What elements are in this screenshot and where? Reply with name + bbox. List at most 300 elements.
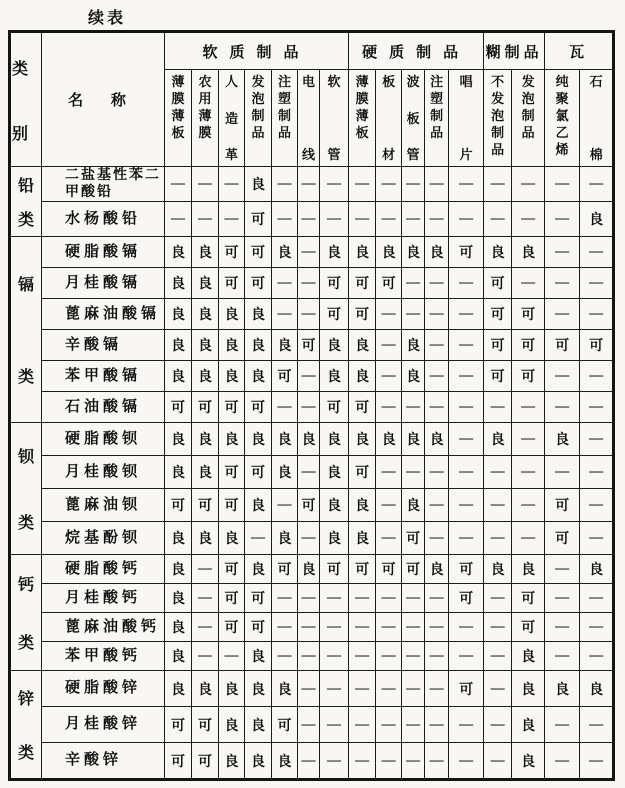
value-cell: — bbox=[545, 268, 580, 299]
value-cell: — bbox=[402, 613, 425, 642]
value-cell: 可 bbox=[545, 522, 580, 555]
value-cell: 可 bbox=[349, 268, 376, 299]
value-cell: — bbox=[512, 423, 545, 456]
value-cell: 良 bbox=[192, 237, 219, 268]
value-cell: — bbox=[272, 489, 298, 522]
value-cell: 可 bbox=[165, 743, 192, 780]
value-cell: 可 bbox=[272, 555, 298, 584]
value-cell: 良 bbox=[376, 237, 402, 268]
value-cell: — bbox=[192, 642, 219, 671]
value-cell: 良 bbox=[192, 423, 219, 456]
value-cell: 良 bbox=[272, 330, 298, 361]
value-cell: 良 bbox=[219, 522, 245, 555]
column-header-label: 发 泡 制 品 bbox=[521, 74, 535, 140]
column-header bbox=[165, 70, 192, 167]
value-cell: 良 bbox=[245, 489, 272, 522]
column-header bbox=[484, 70, 512, 167]
value-cell: 良 bbox=[349, 237, 376, 268]
value-cell: 可 bbox=[219, 392, 245, 423]
value-cell: — bbox=[402, 202, 425, 237]
table-row bbox=[10, 671, 614, 707]
value-cell: — bbox=[512, 268, 545, 299]
value-cell: 良 bbox=[165, 299, 192, 330]
value-cell: 可 bbox=[512, 299, 545, 330]
value-cell: 可 bbox=[402, 555, 425, 584]
value-cell: 良 bbox=[165, 584, 192, 613]
column-header bbox=[192, 70, 219, 167]
column-header bbox=[245, 70, 272, 167]
column-header-label: 注 塑 制 品 bbox=[277, 74, 291, 140]
value-cell: 可 bbox=[449, 555, 484, 584]
column-header bbox=[376, 70, 402, 167]
value-cell: — bbox=[425, 392, 449, 423]
value-cell: 良 bbox=[376, 423, 402, 456]
value-cell: — bbox=[298, 392, 320, 423]
value-cell: 良 bbox=[349, 522, 376, 555]
value-cell: 良 bbox=[545, 423, 580, 456]
value-cell: — bbox=[402, 268, 425, 299]
name-cell: 蓖麻油酸镉 bbox=[42, 299, 165, 330]
value-cell: — bbox=[376, 522, 402, 555]
name-cell: 水杨酸铅 bbox=[42, 202, 165, 237]
value-cell: 良 bbox=[245, 361, 272, 392]
value-cell: 良 bbox=[192, 522, 219, 555]
table-row bbox=[10, 423, 614, 456]
value-cell: — bbox=[484, 707, 512, 743]
value-cell: — bbox=[298, 361, 320, 392]
value-cell: — bbox=[376, 707, 402, 743]
group-header: 瓦 bbox=[545, 32, 614, 70]
value-cell: — bbox=[580, 361, 614, 392]
value-cell: 可 bbox=[349, 392, 376, 423]
value-cell: — bbox=[272, 584, 298, 613]
value-cell: 良 bbox=[165, 642, 192, 671]
value-cell: — bbox=[545, 456, 580, 489]
value-cell: — bbox=[376, 299, 402, 330]
category-label: 铅 类 bbox=[17, 177, 34, 230]
value-cell: — bbox=[376, 456, 402, 489]
value-cell: — bbox=[449, 202, 484, 237]
name-cell: 苯甲酸镉 bbox=[42, 361, 165, 392]
value-cell: 可 bbox=[219, 613, 245, 642]
name-cell: 石油酸镉 bbox=[42, 392, 165, 423]
value-cell: 可 bbox=[320, 555, 349, 584]
value-cell: 可 bbox=[192, 743, 219, 780]
value-cell: — bbox=[580, 423, 614, 456]
value-cell: 可 bbox=[580, 330, 614, 361]
value-cell: — bbox=[425, 456, 449, 489]
value-cell: — bbox=[376, 392, 402, 423]
value-cell: 良 bbox=[545, 671, 580, 707]
value-cell: — bbox=[580, 268, 614, 299]
value-cell: 可 bbox=[219, 268, 245, 299]
value-cell: — bbox=[245, 522, 272, 555]
value-cell: — bbox=[545, 299, 580, 330]
value-cell: — bbox=[272, 167, 298, 202]
value-cell: — bbox=[376, 743, 402, 780]
value-cell: 良 bbox=[402, 361, 425, 392]
table-row bbox=[10, 555, 614, 584]
value-cell: 良 bbox=[165, 361, 192, 392]
value-cell: — bbox=[580, 584, 614, 613]
column-header-label: 薄 膜 薄 板 bbox=[171, 74, 185, 140]
value-cell: 良 bbox=[219, 423, 245, 456]
value-cell: — bbox=[580, 237, 614, 268]
value-cell: 良 bbox=[272, 522, 298, 555]
value-cell: 可 bbox=[402, 522, 425, 555]
value-cell: — bbox=[298, 202, 320, 237]
value-cell: — bbox=[545, 555, 580, 584]
category-cell bbox=[10, 167, 42, 237]
value-cell: — bbox=[402, 707, 425, 743]
value-cell: 良 bbox=[272, 743, 298, 780]
table-row bbox=[10, 522, 614, 555]
value-cell: 良 bbox=[192, 330, 219, 361]
value-cell: 良 bbox=[245, 707, 272, 743]
table-row bbox=[10, 202, 614, 237]
column-header-label: 不 发 泡 制 品 bbox=[491, 74, 505, 157]
value-cell: — bbox=[425, 584, 449, 613]
value-cell: — bbox=[165, 202, 192, 237]
value-cell: 可 bbox=[219, 584, 245, 613]
category-label: 钙 类 bbox=[17, 577, 34, 652]
name-cell: 硬脂酸钡 bbox=[42, 423, 165, 456]
value-cell: — bbox=[484, 489, 512, 522]
value-cell: — bbox=[376, 584, 402, 613]
value-cell: 良 bbox=[165, 237, 192, 268]
column-header-label: 纯 聚 氯 乙 烯 bbox=[555, 74, 569, 157]
value-cell: — bbox=[320, 584, 349, 613]
name-cell: 硬脂酸锌 bbox=[42, 671, 165, 707]
value-cell: 良 bbox=[298, 423, 320, 456]
value-cell: 良 bbox=[165, 330, 192, 361]
value-cell: — bbox=[484, 167, 512, 202]
value-cell: 可 bbox=[245, 237, 272, 268]
value-cell: — bbox=[298, 642, 320, 671]
table-row bbox=[10, 489, 614, 522]
value-cell: 可 bbox=[219, 555, 245, 584]
column-header bbox=[512, 70, 545, 167]
corner-category-header bbox=[10, 32, 42, 167]
column-header bbox=[425, 70, 449, 167]
table-row bbox=[10, 167, 614, 202]
header-group-row bbox=[10, 32, 614, 70]
value-cell: 良 bbox=[219, 330, 245, 361]
value-cell: — bbox=[376, 642, 402, 671]
column-header-label: 农 用 薄 膜 bbox=[198, 74, 212, 140]
value-cell: — bbox=[349, 202, 376, 237]
value-cell: 可 bbox=[545, 330, 580, 361]
value-cell: — bbox=[298, 268, 320, 299]
value-cell: — bbox=[449, 522, 484, 555]
value-cell: — bbox=[272, 642, 298, 671]
column-header bbox=[272, 70, 298, 167]
value-cell: 可 bbox=[245, 268, 272, 299]
value-cell: — bbox=[320, 707, 349, 743]
value-cell: 可 bbox=[298, 330, 320, 361]
table-row bbox=[10, 237, 614, 268]
value-cell: 良 bbox=[165, 522, 192, 555]
table-row bbox=[10, 642, 614, 671]
value-cell: 良 bbox=[484, 555, 512, 584]
value-cell: 良 bbox=[245, 167, 272, 202]
value-cell: — bbox=[425, 299, 449, 330]
category-cell bbox=[10, 237, 42, 423]
value-cell: — bbox=[425, 671, 449, 707]
group-header: 软质制品 bbox=[165, 32, 349, 70]
value-cell: 良 bbox=[484, 237, 512, 268]
table-row bbox=[10, 743, 614, 780]
value-cell: — bbox=[219, 642, 245, 671]
value-cell: 良 bbox=[580, 202, 614, 237]
value-cell: 可 bbox=[165, 489, 192, 522]
value-cell: — bbox=[512, 489, 545, 522]
value-cell: 可 bbox=[376, 268, 402, 299]
value-cell: — bbox=[320, 202, 349, 237]
value-cell: 良 bbox=[425, 423, 449, 456]
value-cell: 良 bbox=[165, 456, 192, 489]
value-cell: 可 bbox=[484, 299, 512, 330]
name-cell: 硬脂酸镉 bbox=[42, 237, 165, 268]
value-cell: — bbox=[298, 584, 320, 613]
value-cell: 可 bbox=[512, 584, 545, 613]
value-cell: 良 bbox=[320, 237, 349, 268]
column-header bbox=[545, 70, 580, 167]
value-cell: 良 bbox=[320, 522, 349, 555]
value-cell: — bbox=[320, 671, 349, 707]
value-cell: 可 bbox=[320, 299, 349, 330]
value-cell: 良 bbox=[272, 237, 298, 268]
value-cell: — bbox=[580, 299, 614, 330]
value-cell: — bbox=[580, 743, 614, 780]
value-cell: 良 bbox=[272, 423, 298, 456]
value-cell: 可 bbox=[298, 489, 320, 522]
value-cell: 良 bbox=[512, 743, 545, 780]
table-row bbox=[10, 584, 614, 613]
value-cell: 可 bbox=[245, 392, 272, 423]
value-cell: — bbox=[449, 423, 484, 456]
column-header-label: 软 管 bbox=[327, 74, 341, 162]
table-row bbox=[10, 299, 614, 330]
value-cell: — bbox=[192, 613, 219, 642]
category-label: 镉 类 bbox=[17, 276, 34, 387]
value-cell: — bbox=[580, 707, 614, 743]
value-cell: 良 bbox=[512, 671, 545, 707]
value-cell: 可 bbox=[219, 489, 245, 522]
name-column-header: 名 称 bbox=[42, 32, 165, 167]
value-cell: — bbox=[545, 237, 580, 268]
value-cell: 良 bbox=[165, 613, 192, 642]
value-cell: 良 bbox=[219, 743, 245, 780]
value-cell: — bbox=[449, 743, 484, 780]
value-cell: — bbox=[580, 489, 614, 522]
value-cell: — bbox=[484, 202, 512, 237]
column-header-label: 人 造 革 bbox=[224, 74, 238, 162]
value-cell: — bbox=[580, 392, 614, 423]
table-row bbox=[10, 613, 614, 642]
value-cell: 可 bbox=[320, 268, 349, 299]
value-cell: 良 bbox=[245, 642, 272, 671]
value-cell: — bbox=[402, 392, 425, 423]
value-cell: — bbox=[402, 584, 425, 613]
value-cell: — bbox=[484, 671, 512, 707]
value-cell: — bbox=[192, 555, 219, 584]
name-cell: 辛酸锌 bbox=[42, 743, 165, 780]
value-cell: 良 bbox=[425, 237, 449, 268]
value-cell: — bbox=[545, 707, 580, 743]
column-header-label: 发 泡 制 品 bbox=[251, 74, 265, 140]
column-header-label: 唱 片 bbox=[459, 74, 473, 162]
column-header bbox=[449, 70, 484, 167]
value-cell: 良 bbox=[402, 423, 425, 456]
column-header-label: 电 线 bbox=[301, 74, 315, 162]
value-cell: 良 bbox=[245, 671, 272, 707]
value-cell: 良 bbox=[245, 423, 272, 456]
value-cell: — bbox=[376, 671, 402, 707]
value-cell: — bbox=[580, 167, 614, 202]
value-cell: — bbox=[165, 167, 192, 202]
value-cell: — bbox=[484, 743, 512, 780]
category-header-label: 类 别 bbox=[11, 60, 40, 143]
value-cell: — bbox=[449, 361, 484, 392]
category-cell bbox=[10, 423, 42, 555]
value-cell: 良 bbox=[165, 268, 192, 299]
group-header: 硬质制品 bbox=[349, 32, 484, 70]
value-cell: — bbox=[580, 522, 614, 555]
value-cell: — bbox=[580, 613, 614, 642]
category-cell bbox=[10, 555, 42, 671]
value-cell: 良 bbox=[580, 671, 614, 707]
value-cell: 良 bbox=[245, 743, 272, 780]
name-cell: 硬脂酸钙 bbox=[42, 555, 165, 584]
value-cell: — bbox=[425, 167, 449, 202]
value-cell: — bbox=[402, 743, 425, 780]
value-cell: — bbox=[425, 707, 449, 743]
value-cell: — bbox=[449, 392, 484, 423]
table-header bbox=[10, 32, 614, 167]
value-cell: 良 bbox=[484, 423, 512, 456]
value-cell: 良 bbox=[320, 456, 349, 489]
value-cell: 可 bbox=[349, 299, 376, 330]
value-cell: — bbox=[545, 361, 580, 392]
name-cell: 苯甲酸钙 bbox=[42, 642, 165, 671]
value-cell: — bbox=[545, 613, 580, 642]
value-cell: — bbox=[449, 642, 484, 671]
value-cell: — bbox=[298, 613, 320, 642]
column-header bbox=[349, 70, 376, 167]
value-cell: 可 bbox=[484, 268, 512, 299]
value-cell: 良 bbox=[349, 489, 376, 522]
value-cell: — bbox=[449, 613, 484, 642]
name-cell: 烷基酚钡 bbox=[42, 522, 165, 555]
value-cell: 良 bbox=[219, 361, 245, 392]
name-cell: 辛酸镉 bbox=[42, 330, 165, 361]
table-row bbox=[10, 456, 614, 489]
value-cell: — bbox=[402, 642, 425, 671]
value-cell: — bbox=[272, 202, 298, 237]
value-cell: 良 bbox=[402, 330, 425, 361]
value-cell: 可 bbox=[545, 489, 580, 522]
value-cell: 可 bbox=[245, 202, 272, 237]
value-cell: 良 bbox=[219, 707, 245, 743]
value-cell: 良 bbox=[245, 299, 272, 330]
name-cell: 二盐基性苯二甲酸铅 bbox=[42, 167, 165, 202]
value-cell: 可 bbox=[349, 555, 376, 584]
value-cell: — bbox=[545, 202, 580, 237]
value-cell: 可 bbox=[192, 707, 219, 743]
value-cell: — bbox=[376, 489, 402, 522]
column-header-label: 石 棉 bbox=[589, 74, 603, 162]
name-cell: 月桂酸镉 bbox=[42, 268, 165, 299]
name-cell: 蓖麻油酸钙 bbox=[42, 613, 165, 642]
value-cell: — bbox=[425, 613, 449, 642]
value-cell: 可 bbox=[512, 330, 545, 361]
table-row bbox=[10, 361, 614, 392]
value-cell: 良 bbox=[349, 330, 376, 361]
category-cell bbox=[10, 671, 42, 780]
value-cell: 可 bbox=[320, 392, 349, 423]
category-label: 钡 类 bbox=[17, 449, 34, 532]
value-cell: 良 bbox=[192, 361, 219, 392]
value-cell: — bbox=[376, 361, 402, 392]
value-cell: 良 bbox=[512, 707, 545, 743]
value-cell: — bbox=[349, 613, 376, 642]
value-cell: 良 bbox=[512, 642, 545, 671]
value-cell: — bbox=[402, 167, 425, 202]
value-cell: — bbox=[484, 392, 512, 423]
value-cell: 可 bbox=[245, 584, 272, 613]
value-cell: 可 bbox=[165, 392, 192, 423]
value-cell: — bbox=[512, 456, 545, 489]
value-cell: — bbox=[298, 743, 320, 780]
value-cell: — bbox=[425, 361, 449, 392]
value-cell: 良 bbox=[219, 299, 245, 330]
value-cell: 可 bbox=[484, 330, 512, 361]
value-cell: — bbox=[272, 392, 298, 423]
value-cell: — bbox=[449, 299, 484, 330]
value-cell: 可 bbox=[219, 456, 245, 489]
column-header bbox=[402, 70, 425, 167]
value-cell: — bbox=[219, 167, 245, 202]
value-cell: — bbox=[425, 268, 449, 299]
value-cell: — bbox=[349, 707, 376, 743]
column-header-label: 薄 膜 薄 板 bbox=[355, 74, 369, 140]
value-cell: — bbox=[484, 642, 512, 671]
value-cell: — bbox=[298, 456, 320, 489]
name-cell: 月桂酸锌 bbox=[42, 707, 165, 743]
value-cell: — bbox=[425, 489, 449, 522]
value-cell: 可 bbox=[376, 555, 402, 584]
value-cell: — bbox=[298, 237, 320, 268]
value-cell: 可 bbox=[165, 707, 192, 743]
table-row bbox=[10, 392, 614, 423]
value-cell: — bbox=[545, 642, 580, 671]
value-cell: 可 bbox=[245, 456, 272, 489]
value-cell: — bbox=[219, 202, 245, 237]
value-cell: 良 bbox=[580, 555, 614, 584]
value-cell: 良 bbox=[192, 671, 219, 707]
name-cell: 月桂酸钡 bbox=[42, 456, 165, 489]
value-cell: 可 bbox=[349, 456, 376, 489]
value-cell: — bbox=[349, 167, 376, 202]
page-title: 续表 bbox=[88, 10, 127, 27]
column-header bbox=[298, 70, 320, 167]
value-cell: 可 bbox=[219, 237, 245, 268]
value-cell: — bbox=[272, 268, 298, 299]
value-cell: — bbox=[545, 392, 580, 423]
value-cell: — bbox=[320, 642, 349, 671]
value-cell: 可 bbox=[245, 613, 272, 642]
